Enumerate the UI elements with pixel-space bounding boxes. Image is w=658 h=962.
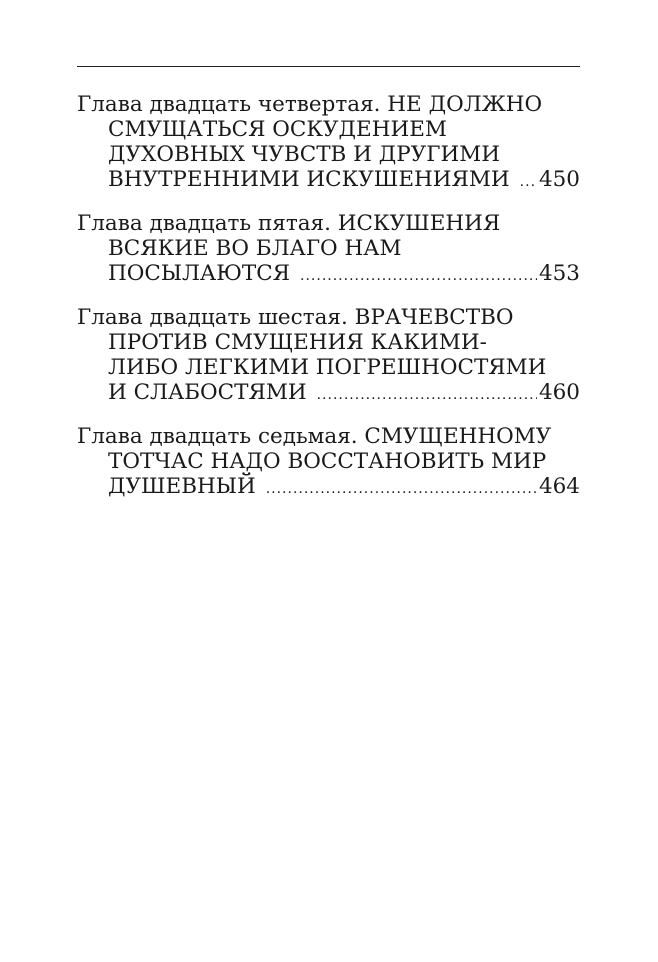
top-rule	[77, 66, 580, 67]
toc-entry-title-end: И СЛАБОСТЯМИ	[108, 380, 307, 405]
dot-leader	[520, 170, 537, 195]
page-number: 450	[538, 167, 580, 192]
toc-entry-last-line	[77, 474, 580, 502]
toc-entry-title: Глава двадцать четвертая. НЕ ДОЛЖНО	[77, 92, 543, 117]
toc-entry-last-line	[77, 261, 580, 289]
toc-entry-title-continued: СМУЩАТЬСЯ ОСКУДЕНИЕМ	[108, 117, 447, 142]
dot-leader	[300, 264, 537, 289]
toc-entry-title: Глава двадцать шестая. ВРАЧЕВСТВО	[77, 305, 514, 330]
toc-entry-title-continued: ТОТЧАС НАДО ВОССТАНОВИТЬ МИР	[108, 449, 547, 474]
toc-entry-chapter-27[interactable]	[77, 424, 580, 502]
toc-entry-title-continued: ВСЯКИЕ ВО БЛАГО НАМ	[108, 236, 402, 261]
toc-entry-last-line	[77, 380, 580, 408]
table-of-contents	[77, 92, 580, 518]
toc-entry-chapter-26[interactable]	[77, 305, 580, 408]
dot-leader	[266, 477, 537, 502]
dot-leader	[317, 383, 537, 408]
toc-entry-title-continued: ДУХОВНЫХ ЧУВСТВ И ДРУГИМИ	[108, 142, 500, 167]
toc-entry-last-line	[77, 167, 580, 195]
toc-entry-title: Глава двадцать седьмая. СМУЩЕННОМУ	[77, 424, 552, 449]
toc-entry-title-end: ВНУТРЕННИМИ ИСКУШЕНИЯМИ	[108, 167, 510, 192]
page-number: 460	[538, 380, 580, 405]
toc-entry-title-end: ДУШЕВНЫЙ	[108, 474, 256, 499]
page-number: 453	[538, 261, 580, 286]
toc-entry-title-continued: ПРОТИВ СМУЩЕНИЯ КАКИМИ-	[108, 330, 487, 355]
toc-entry-chapter-24[interactable]	[77, 92, 580, 195]
page-number: 464	[538, 474, 580, 499]
toc-entry-title-continued: ЛИБО ЛЕГКИМИ ПОГРЕШНОСТЯМИ	[108, 355, 547, 380]
toc-entry-chapter-25[interactable]	[77, 211, 580, 289]
toc-entry-title: Глава двадцать пятая. ИСКУШЕНИЯ	[77, 211, 501, 236]
toc-entry-title-end: ПОСЫЛАЮТСЯ	[108, 261, 291, 286]
